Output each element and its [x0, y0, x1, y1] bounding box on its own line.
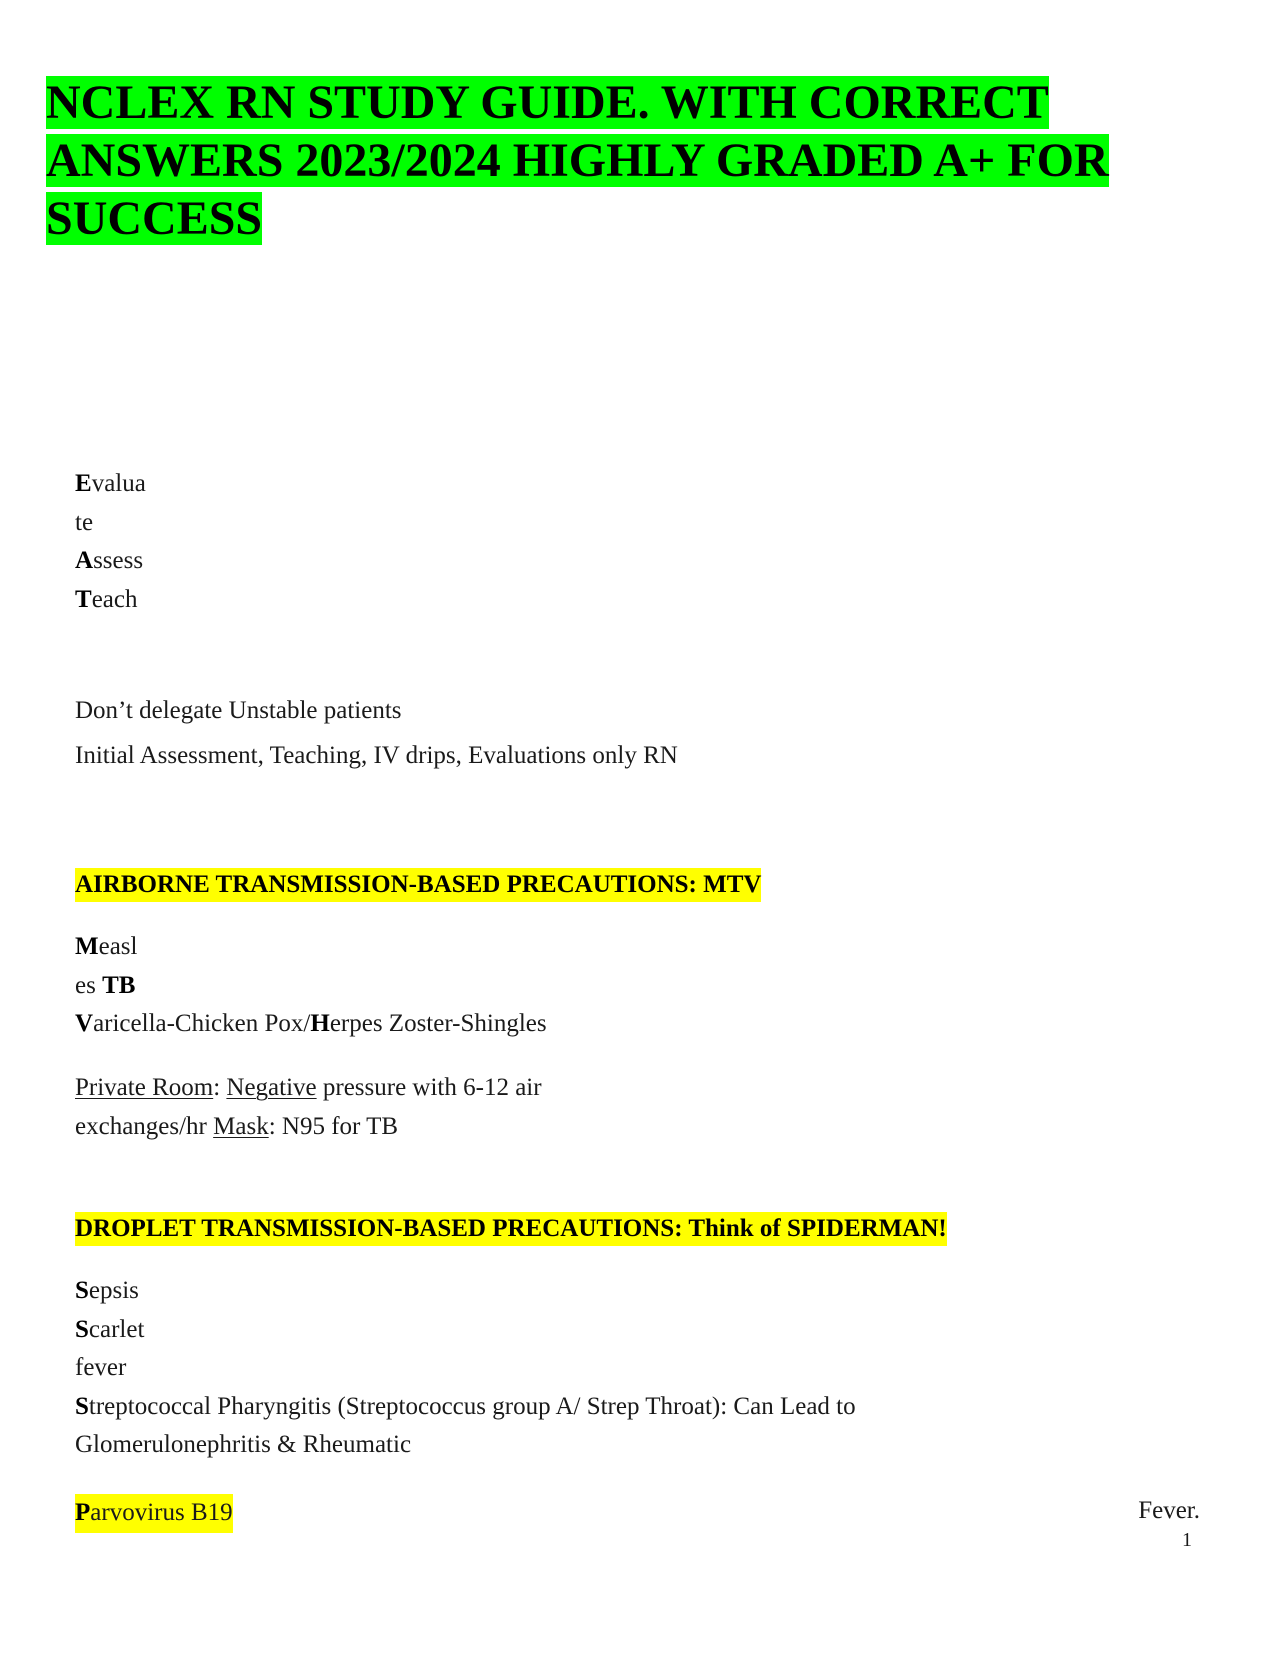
delegation-line-2: Initial Assessment, Teaching, IV drips, Evaluations only RN: [75, 741, 678, 769]
page-number: 1: [1182, 1529, 1192, 1551]
delegation-note: [75, 692, 678, 775]
title-line-2: ANSWERS 2023/2024 HIGHLY GRADED A+ FOR: [46, 134, 1109, 187]
mnemonic-line: Teach: [75, 585, 138, 613]
private-room-label: Private Room: [75, 1074, 214, 1101]
mnemonic-line: Streptococcal Pharyngitis (Streptococcus group A/ Strep Throat): Can Lead to: [75, 1392, 856, 1420]
title-line-1: NCLEX RN STUDY GUIDE. WITH CORRECT: [46, 76, 1049, 129]
mask-line: exchanges/hr Mask: N95 for TB: [75, 1112, 399, 1140]
airborne-mnemonic: [75, 928, 547, 1044]
airborne-precautions: [75, 1069, 542, 1146]
fever-right-text: Fever.: [1138, 1497, 1200, 1524]
mnemonic-line: Varicella-Chicken Pox/Herpes Zoster-Shingles: [75, 1010, 547, 1037]
mnemonic-line: es TB: [75, 971, 136, 999]
parvovirus-line: [75, 1494, 233, 1533]
mnemonic-line: Glomerulonephritis & Rheumatic: [75, 1431, 412, 1458]
mask-label: Mask: [213, 1112, 269, 1140]
mnemonic-line: Scarlet: [75, 1315, 145, 1343]
room-line: Private Room: Negative pressure with 6-12 air: [75, 1074, 542, 1101]
mnemonic-line: fever: [75, 1354, 127, 1381]
droplet-heading: DROPLET TRANSMISSION-BASED PRECAUTIONS: Think of SPIDERMAN!: [75, 1212, 947, 1246]
delegation-line-1: Don’t delegate Unstable patients: [75, 697, 402, 724]
title-line-3: SUCCESS: [46, 192, 263, 245]
droplet-mnemonic: [75, 1272, 856, 1465]
parvovirus-highlight: Parvovirus B19: [75, 1494, 233, 1533]
negative-label: Negative: [226, 1074, 317, 1101]
mnemonic-line: Assess: [75, 547, 144, 574]
eat-mnemonic: [75, 465, 146, 619]
airborne-heading: AIRBORNE TRANSMISSION-BASED PRECAUTIONS: MTV: [75, 868, 761, 902]
mnemonic-line: Evalua: [75, 470, 146, 497]
mnemonic-line: te: [75, 508, 94, 536]
document-title: [46, 74, 1246, 248]
mnemonic-line: Sepsis: [75, 1277, 139, 1304]
mnemonic-line: Measl: [75, 933, 138, 960]
